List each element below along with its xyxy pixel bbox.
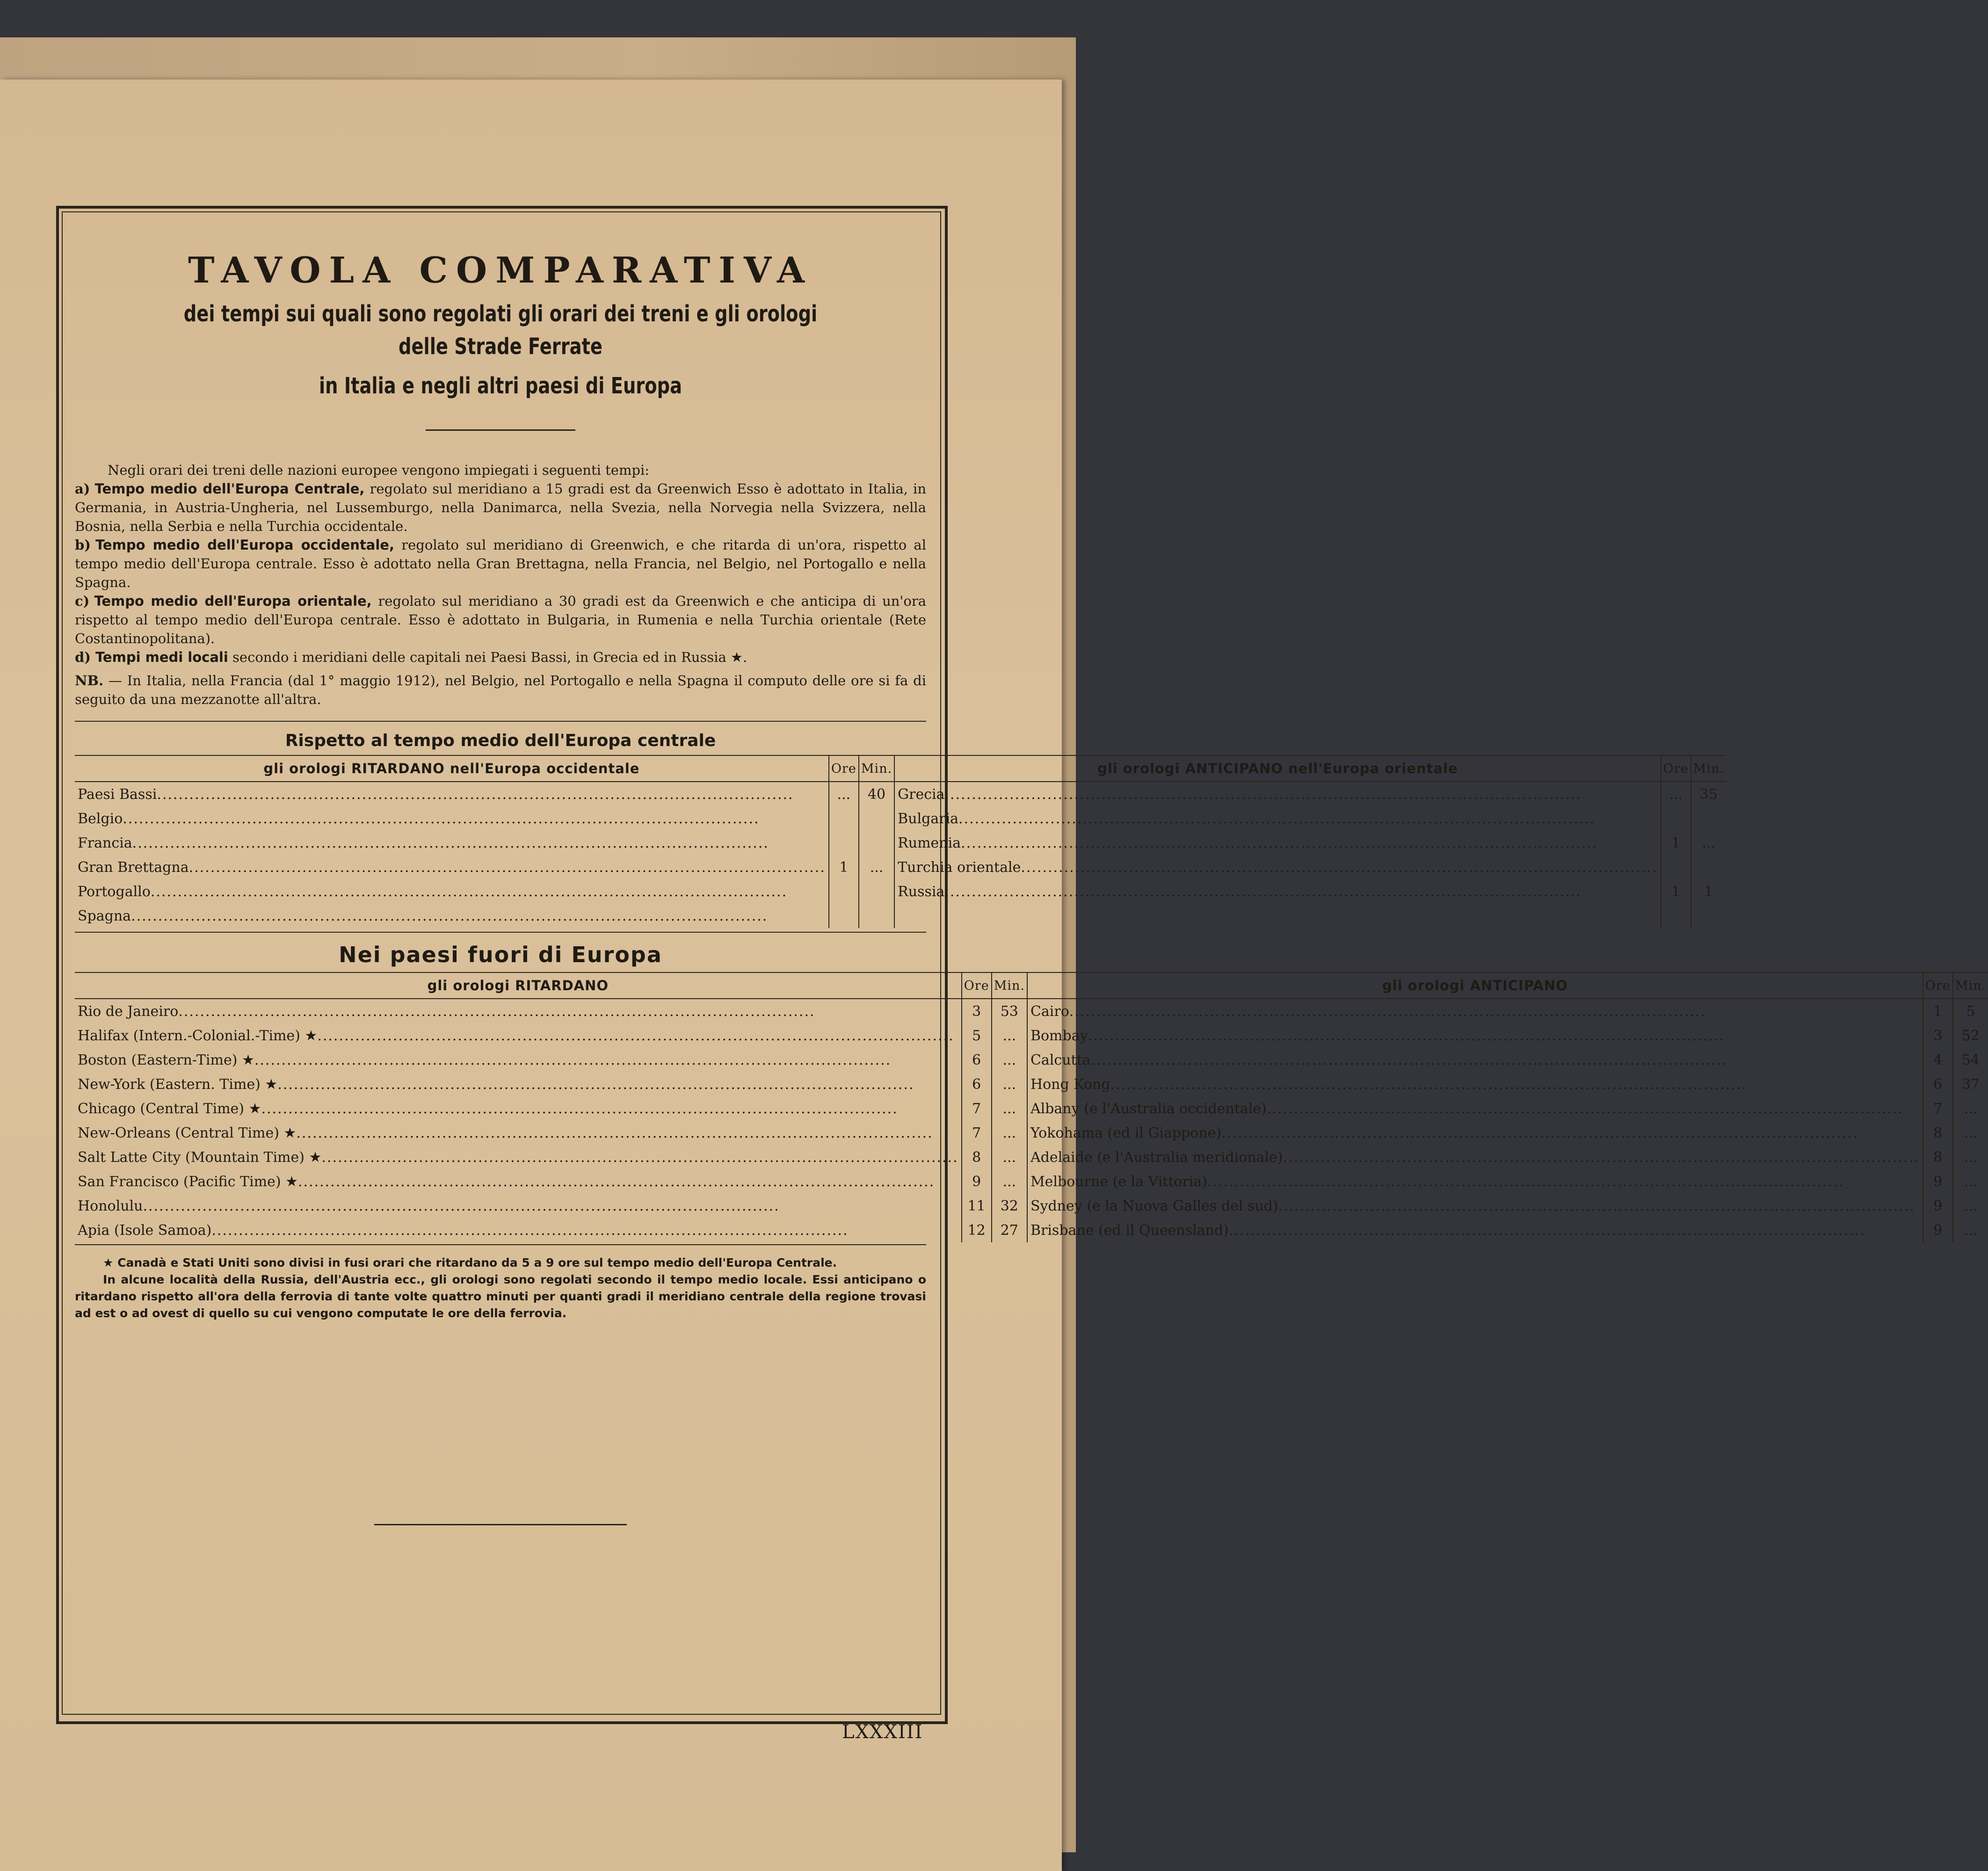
leader-dots xyxy=(958,811,1658,827)
left-place-cell xyxy=(75,999,962,1023)
right-min-cell: ... xyxy=(1953,1218,1988,1242)
leader-dots xyxy=(1283,1149,1920,1166)
section2-left-ore-header: Ore xyxy=(962,972,992,999)
place-name: Portogallo xyxy=(78,883,151,900)
place-name: Rumenia xyxy=(898,834,961,851)
table-row xyxy=(75,1048,1988,1072)
left-ore-cell: 6 xyxy=(962,1048,992,1072)
item-d-bold: Tempi medi locali xyxy=(95,649,228,665)
leader-dots xyxy=(321,1149,958,1166)
leader-dots xyxy=(298,1174,958,1190)
place-name: Grecia xyxy=(898,786,945,803)
left-ore-cell: 8 xyxy=(962,1145,992,1169)
place-name: Hong Kong xyxy=(1030,1076,1110,1093)
page-title: TAVOLA COMPARATIVA xyxy=(188,249,813,291)
right-ore-cell: 1 xyxy=(1661,879,1691,904)
left-place-cell xyxy=(75,1096,962,1121)
leader-dots xyxy=(254,1052,958,1068)
left-ore-cell xyxy=(829,879,859,904)
leader-dots xyxy=(1091,1052,1920,1068)
right-place-cell xyxy=(1027,1048,1923,1072)
right-ore-cell: 3 xyxy=(1923,1023,1953,1048)
item-a-text: regolato sul meridiano a 15 gradi est da Greenwich Esso è adottato in Italia, in Germania, in Austria-Ungheria, nel Lussemburgo, nella Danimarca, nella Svezia, nella Norvegia nella Svizzera, nella Bosnia, nella Serbia e nella Turchia occidentale. xyxy=(75,481,926,534)
place-name: Honolulu xyxy=(78,1197,143,1214)
place-name: Bombay xyxy=(1030,1027,1088,1044)
leader-dots xyxy=(1207,1174,1920,1190)
table-row xyxy=(75,1218,1988,1242)
right-place-cell xyxy=(1027,1145,1923,1169)
place-name: Brisbane (ed il Queensland) xyxy=(1030,1222,1229,1239)
right-ore-cell: ... xyxy=(1661,782,1691,806)
left-ore-cell: 7 xyxy=(962,1121,992,1145)
right-ore-cell: 9 xyxy=(1923,1218,1953,1242)
table-row xyxy=(75,1072,1988,1096)
left-ore-cell: 7 xyxy=(962,1096,992,1121)
right-min-cell: 54 xyxy=(1953,1048,1988,1072)
section2-right-min-header: Min. xyxy=(1953,972,1988,999)
nb-label: NB. xyxy=(75,673,104,689)
place-name: Salt Latte City (Mountain Time) ★ xyxy=(78,1149,322,1166)
right-ore-cell: 4 xyxy=(1923,1048,1953,1072)
place-name: Apia (Isole Samoa) xyxy=(78,1222,212,1239)
place-name: Albany (e l'Australia occidentale) xyxy=(1030,1100,1267,1117)
section2-body xyxy=(75,999,1988,1242)
item-b xyxy=(75,536,926,592)
leader-dots xyxy=(317,1028,958,1044)
right-ore-cell xyxy=(1661,904,1691,928)
item-b-bold: Tempo medio dell'Europa occidentale, xyxy=(95,537,394,553)
right-ore-cell: 8 xyxy=(1923,1145,1953,1169)
left-ore-cell: ... xyxy=(829,782,859,806)
right-place-cell xyxy=(1027,999,1923,1023)
place-name: Yokohama (ed il Giappone) xyxy=(1030,1124,1222,1141)
page-number: LXXXIII xyxy=(842,1721,923,1743)
right-min-cell: ... xyxy=(1953,1096,1988,1121)
footnotes xyxy=(75,1255,926,1322)
leader-dots xyxy=(277,1076,958,1093)
table-row xyxy=(75,806,1726,831)
place-name: Calcutta xyxy=(1030,1052,1091,1068)
left-ore-cell: 12 xyxy=(962,1218,992,1242)
left-min-cell xyxy=(859,904,894,928)
item-b-text: regolato sul meridiano di Greenwich, e che ritarda di un'ora, rispetto al tempo medio dell'Europa centrale. Esso è adottato nella Gran Brettagna, nella Francia, nel Belgio, nel Portogallo e nella Spagna. xyxy=(75,537,926,590)
place-name: Paesi Bassi xyxy=(78,786,157,803)
leader-dots xyxy=(123,811,826,827)
item-c-label: c) xyxy=(75,593,90,609)
item-a xyxy=(75,479,926,536)
place-name: Turchia orientale xyxy=(898,859,1021,876)
right-min-cell: 35 xyxy=(1691,782,1726,806)
leader-dots xyxy=(1229,1222,1920,1239)
table-row xyxy=(75,999,1988,1023)
item-c xyxy=(75,592,926,648)
left-min-cell: 32 xyxy=(992,1194,1027,1218)
left-place-cell xyxy=(75,1121,962,1145)
place-name: Melbourne (e la Vittoria) xyxy=(1030,1173,1207,1190)
right-ore-cell: 9 xyxy=(1923,1194,1953,1218)
item-a-label: a) xyxy=(75,481,90,497)
left-min-cell: 53 xyxy=(992,999,1027,1023)
leader-dots xyxy=(151,884,826,900)
intro-text: Negli orari dei treni delle nazioni europee vengono impiegati i seguenti tempi: xyxy=(108,462,650,478)
right-ore-cell: 7 xyxy=(1923,1096,1953,1121)
section1-right-ore-header: Ore xyxy=(1661,755,1691,782)
left-min-cell xyxy=(859,806,894,831)
subtitle-line-2: in Italia e negli altri paesi di Europa xyxy=(319,373,682,399)
right-place-cell xyxy=(894,879,1661,904)
table-row xyxy=(75,904,1726,928)
table-row xyxy=(75,1121,1988,1145)
bottom-divider xyxy=(374,1524,627,1525)
right-place-cell xyxy=(1027,1218,1923,1242)
right-place-cell xyxy=(1027,1072,1923,1096)
right-min-cell xyxy=(1691,806,1726,831)
left-place-cell xyxy=(75,782,829,806)
left-min-cell: ... xyxy=(992,1145,1027,1169)
leader-dots xyxy=(178,1003,958,1020)
place-name: Halifax (Intern.-Colonial.-Time) ★ xyxy=(78,1027,318,1044)
place-name: Bulgaria xyxy=(898,810,959,827)
left-place-cell xyxy=(75,1023,962,1048)
leader-dots xyxy=(132,835,826,851)
section1-top-rule xyxy=(75,721,926,722)
left-place-cell xyxy=(75,904,829,928)
leader-dots xyxy=(1088,1028,1920,1044)
left-place-cell xyxy=(75,1218,962,1242)
leader-dots xyxy=(1221,1125,1920,1141)
right-min-cell: 37 xyxy=(1953,1072,1988,1096)
left-ore-cell xyxy=(829,904,859,928)
item-d-text: secondo i meridiani delle capitali nei Paesi Bassi, in Grecia ed in Russia ★. xyxy=(232,649,747,665)
leader-dots xyxy=(1267,1101,1920,1117)
right-min-cell: ... xyxy=(1691,831,1726,855)
left-min-cell: ... xyxy=(992,1072,1027,1096)
right-ore-cell: 1 xyxy=(1923,999,1953,1023)
left-place-cell xyxy=(75,1194,962,1218)
section2-table xyxy=(75,972,1988,1242)
leader-dots xyxy=(189,859,826,876)
table-row xyxy=(75,782,1726,806)
leader-dots xyxy=(1021,859,1657,876)
item-c-text: regolato sul meridiano a 30 gradi est da Greenwich e che anticipa di un'ora rispetto al tempo medio dell'Europa centrale. Esso è adottato in Bulgaria, in Rumenia e nella Turchia orientale (Rete Costantinopolitana). xyxy=(75,593,927,646)
left-min-cell: ... xyxy=(992,1096,1027,1121)
left-place-cell xyxy=(75,806,829,831)
right-place-cell xyxy=(894,831,1661,855)
section2-title: Nei paesi fuori di Europa xyxy=(339,942,662,967)
place-name: New-York (Eastern. Time) ★ xyxy=(78,1076,278,1093)
left-ore-cell: 11 xyxy=(962,1194,992,1218)
place-name: Boston (Eastern-Time) ★ xyxy=(78,1052,254,1068)
footnote-rule xyxy=(75,1244,926,1245)
right-place-cell xyxy=(1027,1121,1923,1145)
right-ore-cell: 8 xyxy=(1923,1121,1953,1145)
leader-dots xyxy=(1278,1198,1920,1214)
leader-dots xyxy=(296,1125,958,1141)
left-place-cell xyxy=(75,1169,962,1194)
right-min-cell: ... xyxy=(1953,1145,1988,1169)
section2-left-min-header: Min. xyxy=(992,972,1027,999)
right-ore-cell: 6 xyxy=(1923,1072,1953,1096)
page-content xyxy=(75,213,1987,1322)
right-min-cell xyxy=(1691,904,1726,928)
right-ore-cell: 9 xyxy=(1923,1169,1953,1194)
right-min-cell xyxy=(1691,855,1726,879)
place-name: Gran Brettagna xyxy=(78,859,189,876)
table-row xyxy=(75,855,1726,879)
place-name: Rio de Janeiro xyxy=(78,1003,179,1020)
nb-text: — In Italia, nella Francia (dal 1° maggio 1912), nel Belgio, nel Portogallo e nella Spagna il computo delle ore si fa di seguito da una mezzanotte all'altra. xyxy=(75,673,926,707)
right-min-cell: ... xyxy=(1953,1194,1988,1218)
left-ore-cell xyxy=(829,806,859,831)
right-place-cell xyxy=(1027,1023,1923,1048)
place-name: San Francisco (Pacific Time) ★ xyxy=(78,1173,298,1190)
left-place-cell xyxy=(75,1072,962,1096)
section2-right-ore-header: Ore xyxy=(1923,972,1953,999)
table-row xyxy=(75,1145,1988,1169)
intro-paragraph xyxy=(75,461,926,709)
section1-right-header: gli orologi ANTICIPANO nell'Europa orientale xyxy=(894,755,1661,782)
leader-dots xyxy=(261,1101,958,1117)
left-ore-cell: 3 xyxy=(962,999,992,1023)
right-min-cell: 5 xyxy=(1953,999,1988,1023)
left-ore-cell: 9 xyxy=(962,1169,992,1194)
right-place-cell xyxy=(894,782,1661,806)
table-row xyxy=(75,1194,1988,1218)
place-name: Belgio xyxy=(78,810,123,827)
left-min-cell xyxy=(859,879,894,904)
leader-dots xyxy=(1110,1076,1919,1093)
place-name: Spagna xyxy=(78,907,131,924)
left-ore-cell: 6 xyxy=(962,1072,992,1096)
section2-right-header: gli orologi ANTICIPANO xyxy=(1027,972,1923,999)
left-min-cell: ... xyxy=(992,1023,1027,1048)
left-ore-cell xyxy=(829,831,859,855)
leader-dots xyxy=(211,1222,958,1239)
nb-note xyxy=(75,671,926,709)
place-name: Russia xyxy=(898,883,945,900)
left-place-cell xyxy=(75,879,829,904)
left-min-cell: 40 xyxy=(859,782,894,806)
table-row xyxy=(75,1096,1988,1121)
right-min-cell: 52 xyxy=(1953,1023,1988,1048)
place-name: New-Orleans (Central Time) ★ xyxy=(78,1124,297,1141)
left-place-cell xyxy=(75,1145,962,1169)
footnote-2: In alcune località della Russia, dell'Austria ecc., gli orologi sono regolati secondo il tempo medio locale. Essi anticipano o ritardano rispetto all'ora della ferrovia di tante volte quattro minuti per quanti gradi il meridiano centrale della regione trovasi ad est o ad ovest di quello su cui vengono computate le ore della ferrovia. xyxy=(75,1273,926,1320)
table-row xyxy=(75,1169,1988,1194)
table-row xyxy=(75,879,1726,904)
right-place-cell xyxy=(894,806,1661,831)
table-row xyxy=(75,1023,1988,1048)
place-name: Sydney (e la Nuova Galles del sud) xyxy=(1030,1197,1278,1214)
leader-dots xyxy=(131,908,826,924)
left-min-cell xyxy=(859,831,894,855)
right-min-cell: 1 xyxy=(1691,879,1726,904)
left-place-cell xyxy=(75,1048,962,1072)
subtitle-line-1: dei tempi sui quali sono regolati gli orari dei treni e gli orologi delle Strade Ferrate xyxy=(183,301,818,360)
section1-body xyxy=(75,782,1726,928)
leader-dots xyxy=(1069,1003,1920,1020)
section2-top-rule xyxy=(75,932,926,933)
right-min-cell: ... xyxy=(1953,1121,1988,1145)
item-c-bold: Tempo medio dell'Europa orientale, xyxy=(94,593,372,609)
title-divider xyxy=(426,429,575,431)
section1-right-min-header: Min. xyxy=(1691,755,1726,782)
right-place-cell xyxy=(1027,1096,1923,1121)
right-ore-cell xyxy=(1661,855,1691,879)
left-min-cell: ... xyxy=(992,1169,1027,1194)
left-place-cell xyxy=(75,831,829,855)
right-min-cell: ... xyxy=(1953,1169,1988,1194)
left-ore-cell: 1 xyxy=(829,855,859,879)
left-place-cell xyxy=(75,855,829,879)
item-a-bold: Tempo medio dell'Europa Centrale, xyxy=(94,481,365,497)
place-name: Adelaide (e l'Australia meridionale) xyxy=(1030,1149,1283,1166)
leader-dots xyxy=(157,786,826,803)
right-place-cell xyxy=(1027,1194,1923,1218)
left-ore-cell: 5 xyxy=(962,1023,992,1048)
leader-dots xyxy=(944,884,1657,900)
right-ore-cell: 1 xyxy=(1661,831,1691,855)
left-min-cell: ... xyxy=(859,855,894,879)
left-min-cell: ... xyxy=(992,1048,1027,1072)
leader-dots xyxy=(143,1198,958,1214)
table-row xyxy=(75,831,1726,855)
section1-table xyxy=(75,755,1726,928)
right-place-cell xyxy=(894,855,1661,879)
section1-left-header: gli orologi RITARDANO nell'Europa occidentale xyxy=(75,755,829,782)
section1-left-ore-header: Ore xyxy=(829,755,859,782)
item-b-label: b) xyxy=(75,537,91,553)
leader-dots xyxy=(945,786,1658,803)
left-min-cell: ... xyxy=(992,1121,1027,1145)
place-name: Cairo xyxy=(1030,1003,1069,1020)
right-ore-cell xyxy=(1661,806,1691,831)
footnote-1: ★ Canadà e Stati Uniti sono divisi in fusi orari che ritardano da 5 a 9 ore sul tempo medio dell'Europa Centrale. xyxy=(103,1256,837,1269)
left-min-cell: 27 xyxy=(992,1218,1027,1242)
section1-left-min-header: Min. xyxy=(859,755,894,782)
right-place-cell xyxy=(1027,1169,1923,1194)
place-name: Francia xyxy=(78,834,132,851)
item-d-label: d) xyxy=(75,649,91,665)
right-place-cell xyxy=(894,904,1661,928)
section2-left-header: gli orologi RITARDANO xyxy=(75,972,962,999)
place-name: Chicago (Central Time) ★ xyxy=(78,1100,261,1117)
section1-title: Rispetto al tempo medio dell'Europa centrale xyxy=(285,731,716,750)
leader-dots xyxy=(961,835,1658,851)
item-d xyxy=(75,648,926,667)
